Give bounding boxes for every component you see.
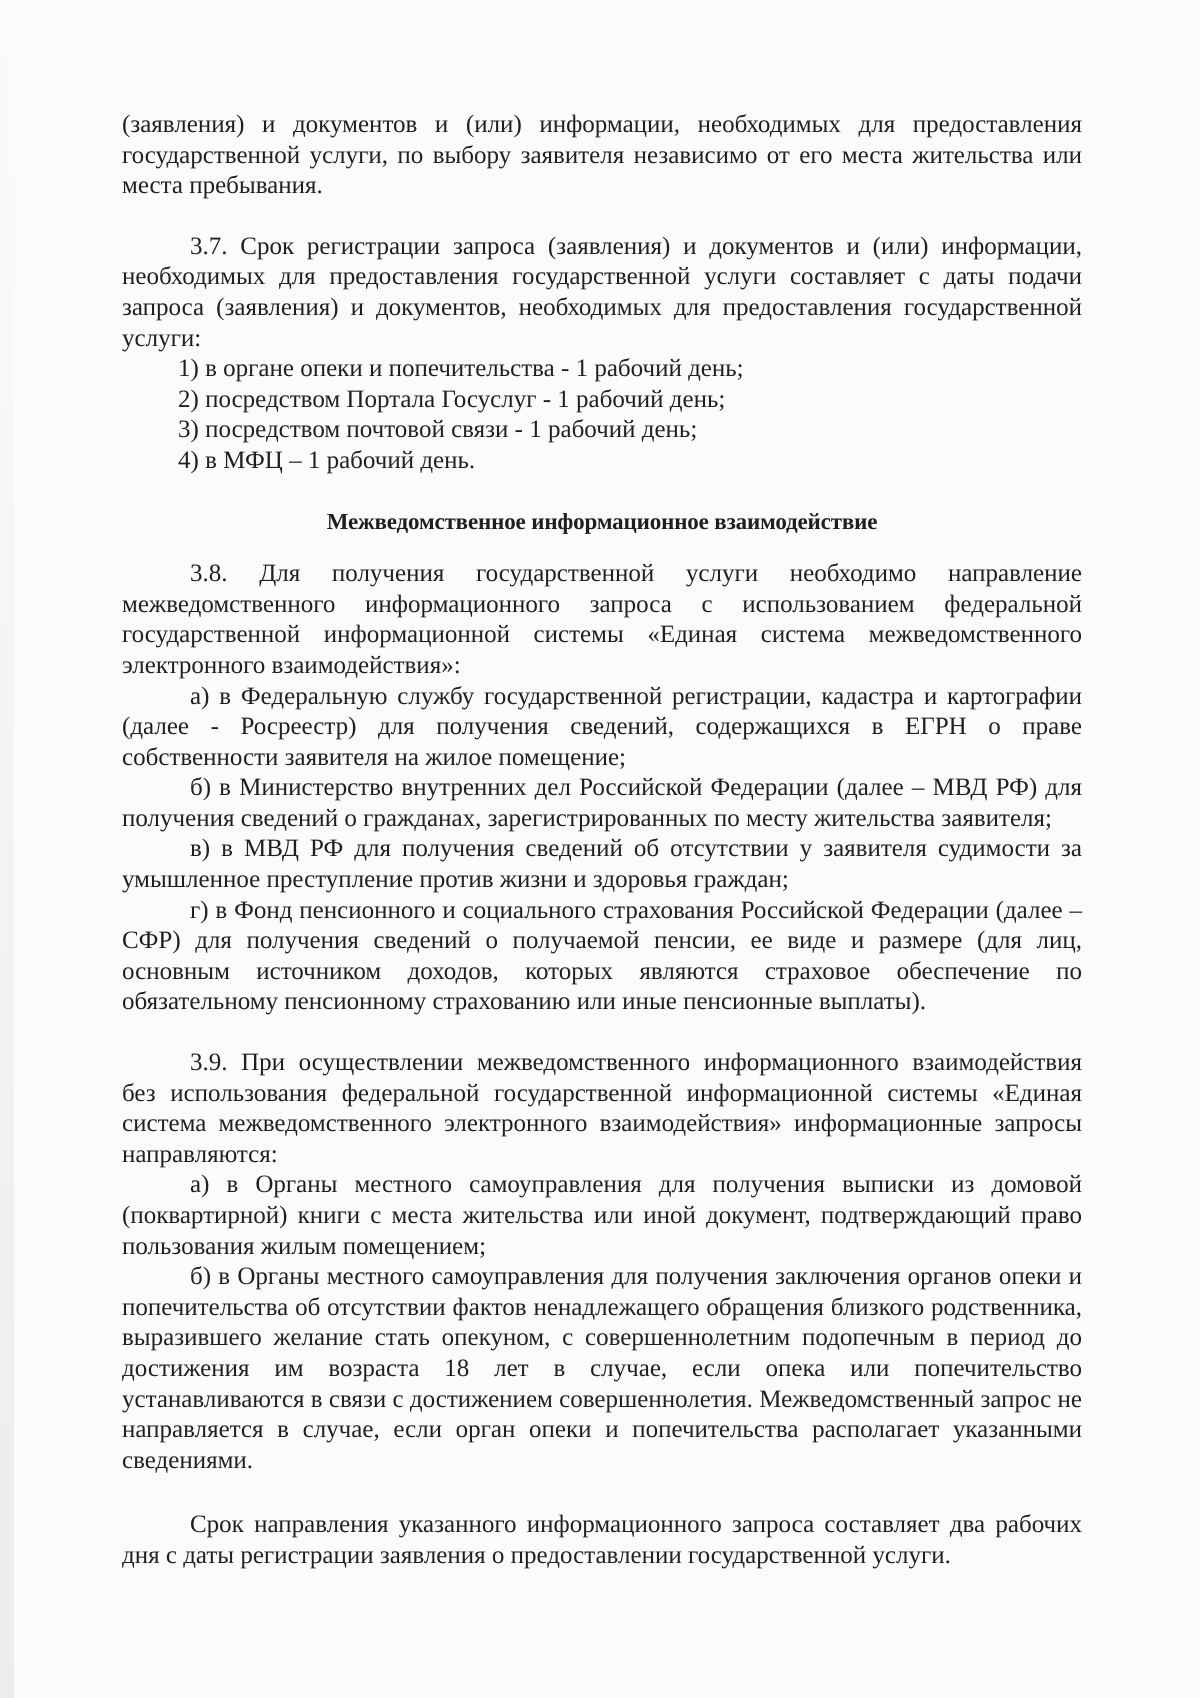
section-3-8-item-a: а) в Федеральную службу государственной регистрации, кадастра и картографии (далее - Росреестр) для получения сведений, содержащихся в ЕГРН о праве собственности заявителя на жилое помещение; xyxy=(122,682,1082,771)
spacer xyxy=(122,1018,1082,1048)
final-paragraph: Срок направления указанного информационного запроса составляет два рабочих дня с даты регистрации заявления о предоставлении государственной услуги. xyxy=(122,1511,1082,1569)
document-body xyxy=(122,110,1082,1572)
scan-edge xyxy=(0,0,14,1698)
section-3-8-item-d: г) в Фонд пенсионного и социального страхования Российской Федерации (далее – СФР) для получения сведений о получаемой пенсии, ее виде и размере (для лиц, основным источником доходов, которых являются страховое обеспечение по обязательному пенсионному страхованию или иные пенсионные выплаты). xyxy=(122,896,1082,1016)
spacer xyxy=(122,202,1082,232)
section-3-8-paragraph: 3.8. Для получения государственной услуги необходимо направление межведомственного информационного запроса с использованием федеральной государственной информационной системы «Единая система межведомственного электронного взаимодействия»: xyxy=(122,560,1082,679)
section-3-7-item-2: 2) посредством Портала Госуслуг - 1 рабочий день; xyxy=(178,385,726,413)
section-3-8-item-b: б) в Министерство внутренних дел Российской Федерации (далее – МВД РФ) для получения сведений о гражданах, зарегистрированных по месту жительства заявителя; xyxy=(122,774,1082,832)
spacer xyxy=(122,537,1082,559)
section-3-9-paragraph: 3.9. При осуществлении межведомственного информационного взаимодействия без использования федеральной государственной информационной системы «Единая система межведомственного электронного взаимодействия» информационные запросы направляются: xyxy=(122,1049,1082,1168)
section-3-9-item-a: а) в Органы местного самоуправления для получения выписки из домовой (поквартирной) книги с места жительства или иной документ, подтверждающий право пользования жилым помещением; xyxy=(122,1171,1082,1260)
intro-paragraph: (заявления) и документов и (или) информации, необходимых для предоставления государственной услуги, по выбору заявителя независимо от его места жительства или места пребывания. xyxy=(122,111,1082,200)
section-3-7-item-4: 4) в МФЦ – 1 рабочий день. xyxy=(178,446,476,474)
section-3-8-item-c: в) в МВД РФ для получения сведений об отсутствии у заявителя судимости за умышленное преступление против жизни и здоровья граждан; xyxy=(122,835,1082,894)
section-3-7-paragraph: 3.7. Срок регистрации запроса (заявления) и документов и (или) информации, необходимых для предоставления государственной услуги составляет с даты подачи запроса (заявления) и документов, необходимых для предоставления государственной услуги: xyxy=(122,232,1082,352)
spacer xyxy=(122,477,1082,507)
section-3-7-item-1: 1) в органе опеки и попечительства - 1 рабочий день; xyxy=(178,355,744,383)
section-heading: Межведомственное информационное взаимодействие xyxy=(326,508,878,534)
spacer xyxy=(122,1476,1082,1510)
section-3-7-item-3: 3) посредством почтовой связи - 1 рабочий день; xyxy=(178,416,698,444)
section-3-9-item-b: б) в Органы местного самоуправления для получения заключения органов опеки и попечительства об отсутствии фактов ненадлежащего обращения близкого родственника, выразившего желание стать опекуном, с совершеннолетним подопечным в период до достижения им возраста 18 лет в случае, если опека или попечительство устанавливаются в связи с достижением совершеннолетия. Межведомственный запрос не направляется в случае, если орган опеки и попечительства располагает указанными сведениями. xyxy=(122,1263,1082,1474)
